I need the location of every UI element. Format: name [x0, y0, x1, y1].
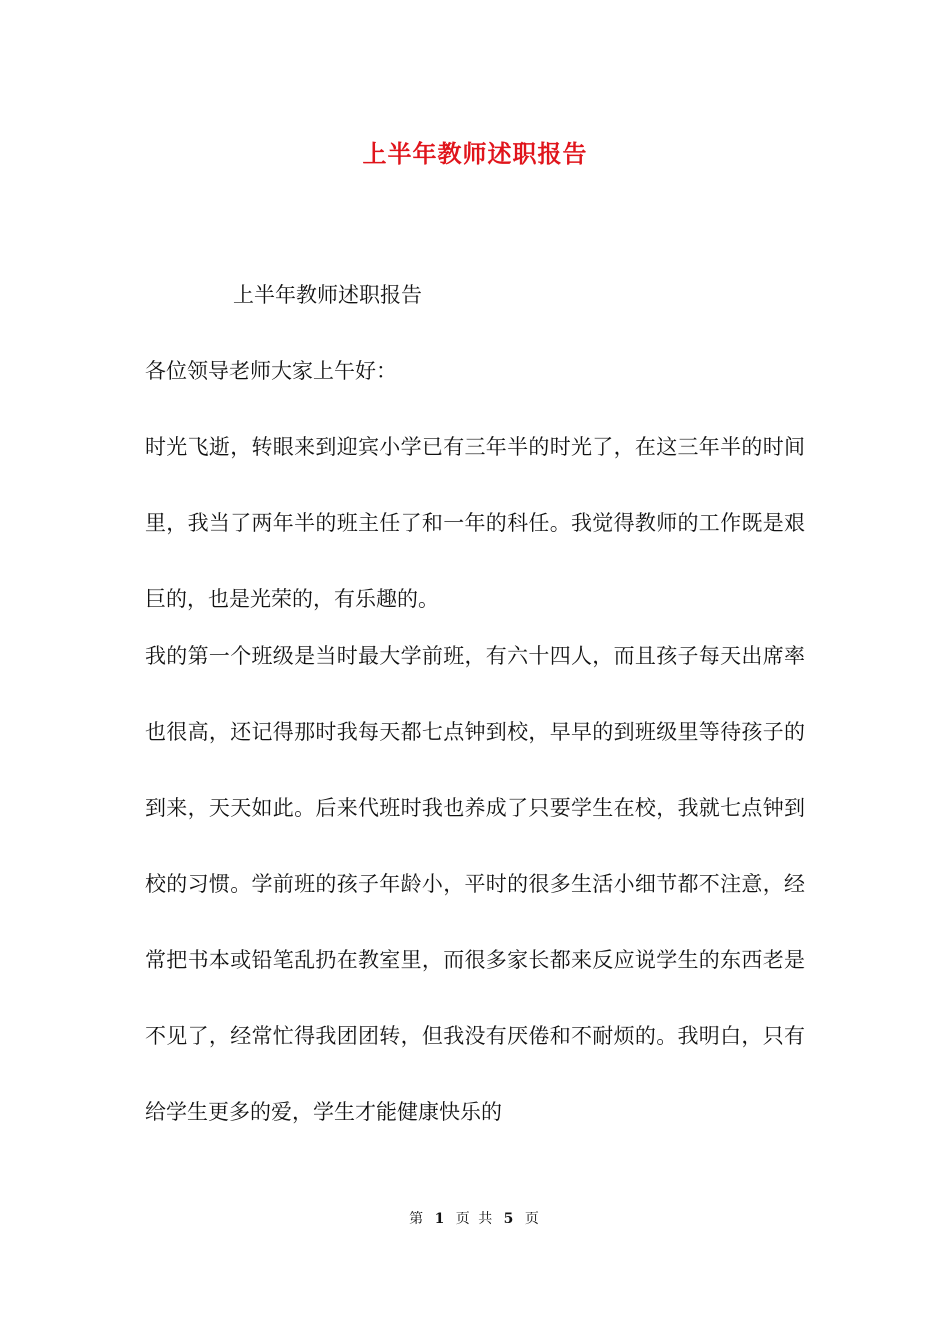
footer-suffix: 页: [524, 1211, 541, 1227]
document-title: 上半年教师述职报告: [362, 139, 588, 168]
footer-prefix: 第: [409, 1211, 426, 1227]
paragraph: 我的第一个班级是当时最大学前班，有六十四人，而且孩子每天出席率也很高，还记得那时我每天都七点钟到校，早早的到班级里等待孩子的到来，天天如此。后来代班时我也养成了只要学生在校，我就七点钟到校的习惯。学前班的孩子年龄小，平时的很多生活小细节都不注意，经常把书本或铅笔乱扔在教室里，而很多家长都来反应说学生的东西老是不见了，经常忙得我团团转，但我没有厌倦和不耐烦的。我明白，只有给学生更多的爱，学生才能健康快乐的: [145, 644, 805, 1124]
paragraph: 时光飞逝，转眼来到迎宾小学已有三年半的时光了，在这三年半的时间里，我当了两年半的班主任了和一年的科任。我觉得教师的工作既是艰巨的，也是光荣的，有乐趣的。: [145, 435, 805, 611]
document-body: [145, 276, 805, 1131]
salutation: 各位领导老师大家上午好：: [145, 359, 397, 383]
footer-total-pages: 5: [503, 1211, 516, 1227]
document-subtitle: 上半年教师述职报告: [233, 283, 422, 307]
footer-page-number: 1: [434, 1211, 447, 1227]
footer-middle: 页 共: [455, 1211, 495, 1227]
page-footer: [0, 1208, 950, 1228]
